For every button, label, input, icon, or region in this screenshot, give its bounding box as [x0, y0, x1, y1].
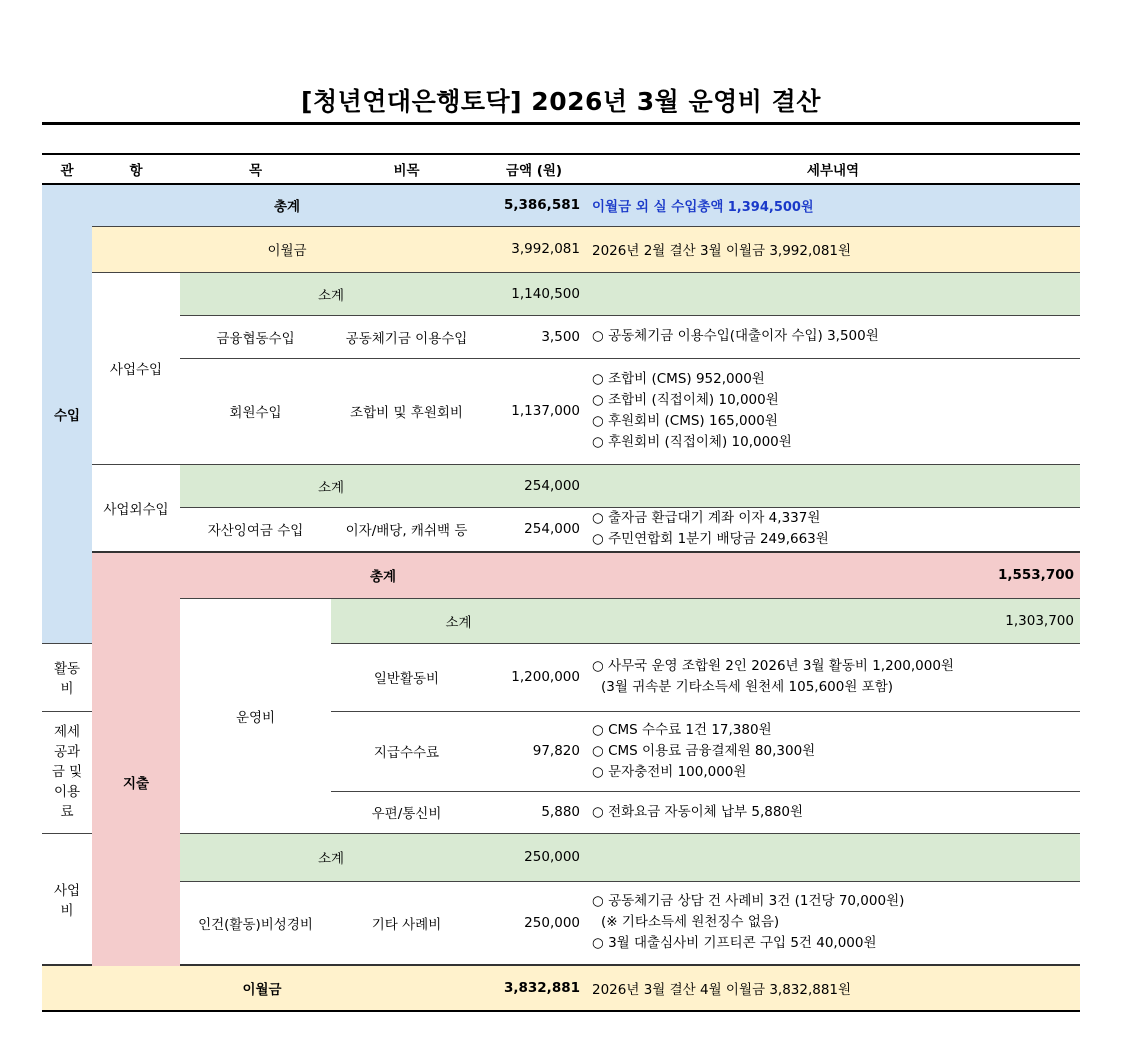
final-carryover-row [42, 965, 1080, 1011]
project-subtotal-amount: 250,000 [482, 833, 586, 881]
mok-cell: 자산잉여금 수입 [180, 507, 331, 552]
final-carryover-amount: 3,832,881 [482, 965, 586, 1011]
carryover-label: 이월금 [92, 226, 482, 272]
income-total-row [42, 184, 1080, 226]
hang-project: 사업비 [42, 833, 92, 965]
detail-cell: ○ 공동체기금 이용수입(대출이자 수입) 3,500원 [586, 315, 1080, 358]
operating-subtotal-amount: 1,303,700 [586, 598, 1080, 643]
budget-table [42, 153, 1080, 1012]
project-subtotal-label: 소계 [180, 833, 482, 881]
bimok-cell: 일반활동비 [331, 643, 482, 711]
expense-total-row [42, 552, 1080, 598]
hang-operating: 운영비 [180, 598, 331, 833]
income-net-label: 이월금 외 실 수입총액 [592, 199, 724, 216]
non-business-subtotal-detail [586, 464, 1080, 507]
detail-cell: ○ 전화요금 자동이체 납부 5,880원 [586, 791, 1080, 833]
business-income-subtotal-detail [586, 272, 1080, 315]
income-total-note [586, 184, 1080, 226]
amount-cell: 250,000 [482, 881, 586, 965]
gwan-income: 수입 [42, 184, 92, 643]
detail-cell: ○ 사무국 운영 조합원 2인 2026년 3월 활동비 1,200,000원 (3월 귀속분 기타소득세 원천세 105,600원 포함) [586, 643, 1080, 711]
detail-cell: ○ 출자금 환급대기 계좌 이자 4,337원 ○ 주민연합회 1분기 배당금 249,663원 [586, 507, 1080, 552]
mok-cell: 활동비 [42, 643, 92, 711]
mok-cell: 제세공과금 및 이용료 [42, 711, 92, 833]
header-amount: 금액 (원) [482, 154, 586, 184]
expense-total-label: 총계 [180, 552, 586, 598]
bimok-cell: 기타 사례비 [331, 881, 482, 965]
final-carryover-label: 이월금 [42, 965, 482, 1011]
bimok-cell: 공동체기금 이용수입 [331, 315, 482, 358]
project-subtotal-detail [586, 833, 1080, 881]
business-income-subtotal-row [42, 272, 1080, 315]
amount-cell: 97,820 [482, 711, 586, 791]
bimok-cell: 이자/배당, 캐쉬백 등 [331, 507, 482, 552]
carryover-amount: 3,992,081 [482, 226, 586, 272]
header-gwan: 관 [42, 154, 92, 184]
project-subtotal-row [42, 833, 1080, 881]
detail-cell: ○ CMS 수수료 1건 17,380원 ○ CMS 이용료 금융결제원 80,300원 ○ 문자충전비 100,000원 [586, 711, 1080, 791]
mok-cell: 회원수입 [180, 358, 331, 464]
table-header-row [42, 154, 1080, 184]
table-row [42, 315, 1080, 358]
final-carryover-detail: 2026년 3월 결산 4월 이월금 3,832,881원 [586, 965, 1080, 1011]
business-income-subtotal-amount: 1,140,500 [482, 272, 586, 315]
hang-non-business-income: 사업외수입 [92, 464, 180, 552]
header-mok: 목 [180, 154, 331, 184]
mok-cell: 인건(활동)비성경비 [180, 881, 331, 965]
hang-business-income: 사업수입 [92, 272, 180, 464]
amount-cell: 254,000 [482, 507, 586, 552]
amount-cell: 3,500 [482, 315, 586, 358]
non-business-subtotal-amount: 254,000 [482, 464, 586, 507]
bimok-cell: 우편/통신비 [331, 791, 482, 833]
bimok-cell: 조합비 및 후원회비 [331, 358, 482, 464]
amount-cell: 1,137,000 [482, 358, 586, 464]
gwan-expense: 지출 [92, 552, 180, 1011]
non-business-income-subtotal-row [42, 464, 1080, 507]
bimok-cell: 지급수수료 [331, 711, 482, 791]
table-row [42, 507, 1080, 552]
income-total-amount: 5,386,581 [482, 184, 586, 226]
header-detail: 세부내역 [586, 154, 1080, 184]
carryover-detail: 2026년 2월 결산 3월 이월금 3,992,081원 [586, 226, 1080, 272]
detail-cell: ○ 공동체기금 상담 건 사례비 3건 (1건당 70,000원) (※ 기타소득세 원천징수 없음) ○ 3월 대출심사비 기프티콘 구입 5건 40,000원 [586, 881, 1080, 965]
table-row [42, 881, 1080, 965]
page-title: [청년연대은행토닥] 2026년 3월 운영비 결산 [301, 87, 821, 116]
business-income-subtotal-label: 소계 [180, 272, 482, 315]
title-divider [42, 122, 1080, 125]
header-bimok: 비목 [331, 154, 482, 184]
mok-cell: 금융협동수입 [180, 315, 331, 358]
income-net-amount: 1,394,500원 [727, 200, 814, 216]
amount-cell: 1,200,000 [482, 643, 586, 711]
operating-subtotal-label: 소계 [331, 598, 586, 643]
amount-cell: 5,880 [482, 791, 586, 833]
table-row [42, 358, 1080, 464]
income-carryover-row [42, 226, 1080, 272]
operating-subtotal-row [42, 598, 1080, 643]
header-hang: 항 [92, 154, 180, 184]
income-total-label: 총계 [92, 184, 482, 226]
expense-total-amount: 1,553,700 [586, 552, 1080, 598]
non-business-subtotal-label: 소계 [180, 464, 482, 507]
detail-cell: ○ 조합비 (CMS) 952,000원 ○ 조합비 (직접이체) 10,000원 ○ 후원회비 (CMS) 165,000원 ○ 후원회비 (직접이체) 10,000원 [586, 358, 1080, 464]
